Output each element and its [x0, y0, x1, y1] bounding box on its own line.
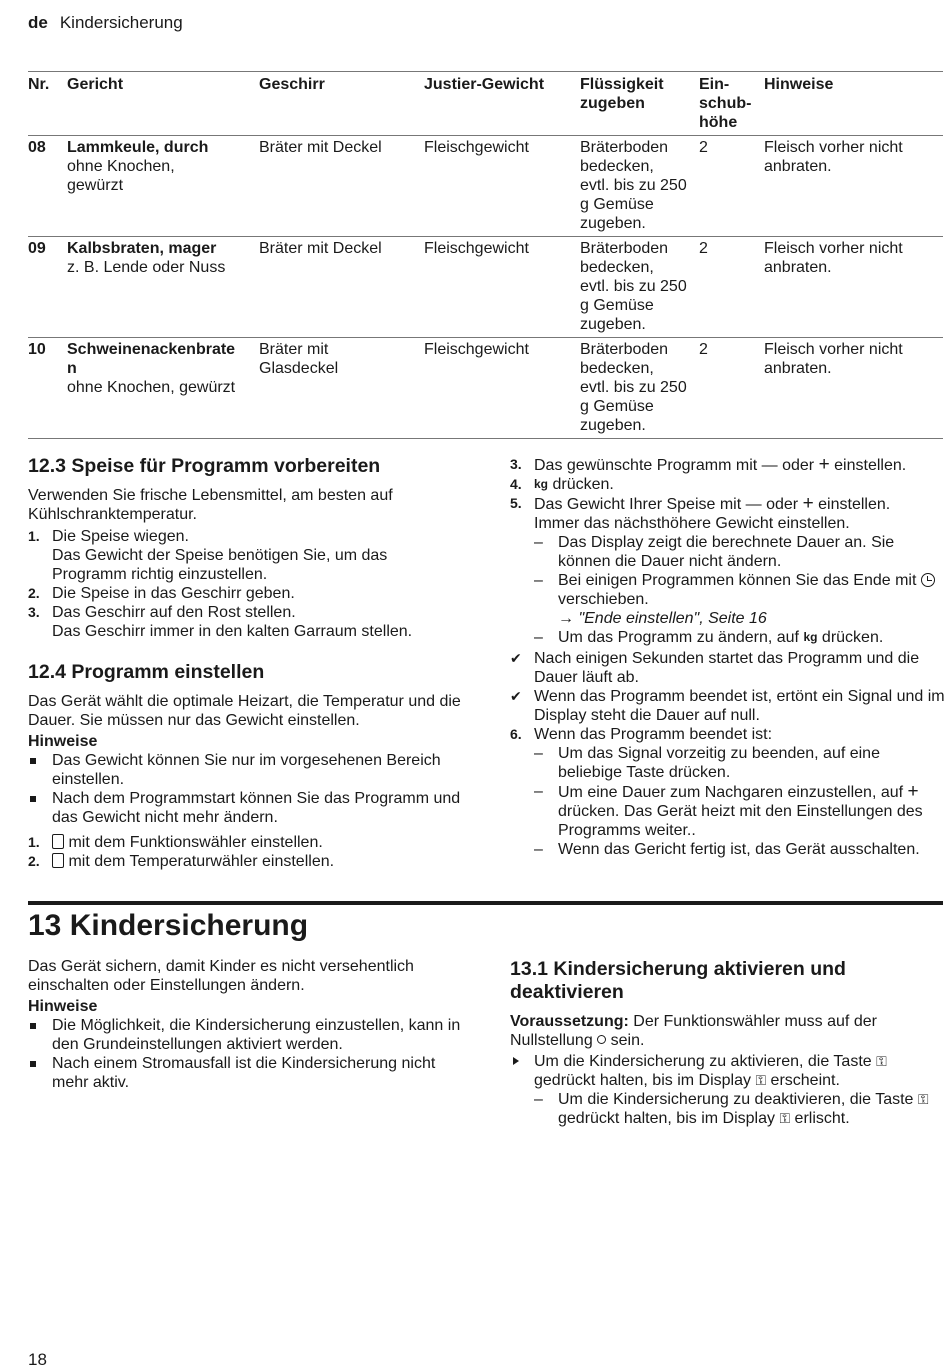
sub-text: Um das Programm zu ändern, auf [558, 629, 799, 646]
row-weight: Fleischgewicht [424, 341, 529, 358]
step-2 [28, 584, 463, 603]
row-dish-note: ohne Knochen, gewürzt [67, 379, 236, 396]
step-1 [28, 833, 463, 852]
step-text: Die Speise wiegen. [52, 528, 189, 545]
auto-program-icon [52, 853, 64, 868]
step-number: 6. [510, 726, 522, 742]
col-weight: Justier-Gewicht [424, 76, 545, 93]
sub-text: Das Display zeigt die berechnete Dauer an. Sie können die Dauer nicht ändern. [558, 534, 895, 570]
section-12-4 [28, 661, 463, 871]
note-text: Nach einem Stromausfall ist die Kindersicherung nicht mehr aktiv. [52, 1055, 436, 1091]
cross-reference-link[interactable]: → "Ende einstellen", Seite 16 [558, 610, 767, 627]
step-note: Das Gewicht der Speise benötigen Sie, um das Programm richtig einzustellen. [52, 547, 388, 583]
row-weight: Fleischgewicht [424, 240, 529, 257]
col-dish: Gericht [67, 76, 124, 93]
key-icon: ⚿ [917, 1091, 929, 1107]
checkmark-icon: ✔ [510, 688, 522, 704]
table-row [28, 237, 943, 338]
dash-marker: – [534, 841, 543, 858]
step-text: einstellen. [834, 457, 907, 474]
dash-marker: – [534, 783, 543, 800]
header-title: Kindersicherung [59, 13, 183, 32]
section-12-3 [28, 455, 463, 641]
dash-marker: – [534, 629, 543, 646]
dash-marker: – [534, 1091, 543, 1108]
plus-icon: + [802, 493, 814, 514]
notes-label: Hinweise [28, 733, 98, 750]
section-title: 13.1 Kindersicherung aktivieren und deaktivieren [510, 958, 846, 1003]
sub-text: Um eine Dauer zum Nachgaren einzustellen, auf [558, 784, 904, 801]
plus-icon: + [907, 781, 919, 802]
sub-text: gedrückt halten, bis im Display [558, 1110, 775, 1127]
step-text: oder [766, 496, 799, 513]
sub-text: Bei einigen Programmen können Sie das Ende mit [558, 572, 917, 589]
row-weight: Fleischgewicht [424, 139, 529, 156]
sub-text: erlischt. [794, 1110, 850, 1127]
prerequisite [510, 1012, 940, 1050]
row-dish-cell [67, 237, 259, 338]
row-dish-cell [67, 338, 259, 439]
row-dishware: Bräter mit Glasdeckel [259, 341, 339, 377]
program-table [28, 71, 943, 439]
sub-text: drücken. [821, 629, 884, 646]
section-intro: Das Gerät wählt die optimale Heizart, die Temperatur und die Dauer. Sie müssen nur das Gewicht einstellen. [28, 693, 461, 729]
row-level: 2 [699, 341, 708, 358]
action-item [510, 1052, 940, 1128]
step-1 [28, 527, 463, 584]
minus-icon: — [761, 457, 778, 474]
table-row [28, 338, 943, 439]
language-code: de [28, 13, 48, 32]
chapter-divider [28, 901, 943, 905]
row-level: 2 [699, 139, 708, 156]
auto-program-icon [52, 834, 64, 849]
row-dish: Schweinenackenbraten [67, 341, 236, 377]
page-number: 18 [28, 1350, 47, 1369]
col-dishware: Geschirr [259, 76, 325, 93]
checkmark-icon: ✔ [510, 650, 522, 666]
prerequisite-text: sein. [610, 1032, 645, 1049]
col-nr: Nr. [28, 76, 50, 93]
key-icon: ⚿ [755, 1072, 767, 1088]
plus-icon: + [818, 454, 830, 475]
key-icon: ⚿ [779, 1110, 791, 1126]
step-3 [510, 455, 945, 475]
step-note: Immer das nächsthöhere Gewicht einstellen. [534, 515, 850, 532]
sub-item [534, 840, 945, 859]
prerequisite-label: Voraussetzung: [510, 1013, 629, 1030]
minus-icon: — [745, 496, 762, 513]
chapter-title: 13 Kindersicherung [28, 909, 309, 942]
row-notes: Fleisch vorher nicht anbraten. [764, 240, 903, 276]
sub-text: Wenn das Gericht fertig ist, das Gerät ausschalten. [558, 841, 920, 858]
step-2 [28, 852, 463, 871]
section-title: 12.3 Speise für Programm vorbereiten [28, 455, 381, 477]
section-intro: Das Gerät sichern, damit Kinder es nicht versehentlich einschalten oder Einstellungen ändern. [28, 958, 414, 994]
action-text: Um die Kindersicherung zu aktivieren, die Taste [534, 1053, 872, 1070]
note-text: Nach dem Programmstart können Sie das Programm und das Gewicht nicht mehr ändern. [52, 790, 461, 826]
row-notes: Fleisch vorher nicht anbraten. [764, 139, 903, 175]
note-item [28, 1016, 463, 1054]
row-dish: Lammkeule, durch [67, 139, 209, 156]
row-dishware: Bräter mit Deckel [259, 139, 382, 156]
step-text: Wenn das Programm beendet ist: [534, 726, 773, 743]
notes-label: Hinweise [28, 998, 98, 1015]
row-dish: Kalbsbraten, mager [67, 240, 217, 257]
step-text: mit dem Funktionswähler einstellen. [68, 834, 323, 851]
row-nr: 10 [28, 341, 46, 358]
section-intro: Verwenden Sie frische Lebensmittel, am besten auf Kühlschranktemperatur. [28, 487, 393, 523]
step-text: Das gewünschte Programm mit [534, 457, 758, 474]
running-header [28, 13, 183, 32]
step-text: Das Gewicht Ihrer Speise mit [534, 496, 742, 513]
row-liquid: Bräterboden bedecken, evtl. bis zu 250 g Gemüse zugeben. [580, 240, 687, 333]
row-dish-note: z. B. Lende oder Nuss [67, 259, 226, 276]
step-number: 5. [510, 495, 522, 511]
note-item [28, 789, 463, 827]
triangle-bullet-icon [513, 1057, 519, 1065]
col-level: Ein-schub-höhe [699, 76, 752, 131]
sub-text: Um das Signal vorzeitig zu beenden, auf eine beliebige Taste drücken. [558, 745, 880, 781]
sub-item [534, 628, 945, 647]
row-notes: Fleisch vorher nicht anbraten. [764, 341, 903, 377]
sub-item [534, 782, 945, 840]
row-nr: 09 [28, 240, 46, 257]
step-text: mit dem Temperaturwähler einstellen. [68, 853, 335, 870]
prerequisite-text: Der Funktionswähler muss auf der Nullstellung [510, 1013, 877, 1049]
dash-marker: – [534, 572, 543, 589]
note-item [28, 1054, 463, 1092]
step-4 [510, 475, 945, 494]
row-liquid: Bräterboden bedecken, evtl. bis zu 250 g Gemüse zugeben. [580, 341, 687, 434]
sub-text: Um die Kindersicherung zu deaktivieren, die Taste [558, 1091, 914, 1108]
result-item [510, 687, 945, 725]
sub-item [534, 1090, 940, 1128]
table-row [28, 136, 943, 237]
row-liquid: Bräterboden bedecken, evtl. bis zu 250 g Gemüse zugeben. [580, 139, 687, 232]
action-text: erscheint. [770, 1072, 840, 1089]
step-number: 2. [28, 585, 40, 601]
key-icon: ⚿ [876, 1053, 887, 1069]
row-level: 2 [699, 240, 708, 257]
bullet-square-icon [30, 1061, 36, 1067]
step-5 [510, 494, 945, 647]
row-dish-cell [67, 136, 259, 237]
zero-position-icon [597, 1035, 606, 1044]
dash-marker: – [534, 745, 543, 762]
sub-item [534, 571, 945, 628]
result-item [510, 649, 945, 687]
step-text: einstellen. [818, 496, 891, 513]
result-text: Nach einigen Sekunden startet das Programm und die Dauer läuft ab. [534, 650, 920, 686]
step-number: 3. [510, 456, 522, 472]
dash-marker: – [534, 534, 543, 551]
note-item [28, 751, 463, 789]
bullet-square-icon [30, 758, 36, 764]
col-notes: Hinweise [764, 76, 834, 93]
step-number: 3. [28, 604, 40, 620]
step-number: 4. [510, 476, 522, 492]
step-text: Das Geschirr auf den Rost stellen. [52, 604, 296, 621]
sub-item [534, 744, 945, 782]
note-text: Die Möglichkeit, die Kindersicherung einzustellen, kann in den Grundeinstellungen aktiviert werden. [52, 1017, 461, 1053]
step-6 [510, 725, 945, 859]
col-liquid: Flüssigkeit zugeben [580, 76, 664, 112]
sub-text: verschieben. [558, 591, 649, 608]
step-text: drücken. [552, 476, 614, 493]
section-13-1 [510, 958, 940, 1128]
step-number: 1. [28, 834, 40, 850]
action-text: gedrückt halten, bis im Display [534, 1072, 751, 1089]
step-number: 2. [28, 853, 40, 869]
section-13 [28, 957, 463, 1092]
step-text: Die Speise in das Geschirr geben. [52, 585, 295, 602]
row-dish-note: ohne Knochen, gewürzt [67, 158, 175, 194]
bullet-square-icon [30, 1023, 36, 1029]
table-header-row [28, 72, 943, 136]
result-text: Wenn das Programm beendet ist, ertönt ein Signal und im Display steht die Dauer auf null. [534, 688, 945, 724]
step-note: Das Geschirr immer in den kalten Garraum stellen. [52, 623, 413, 640]
kg-key-icon: kg [534, 477, 549, 491]
kg-key-icon: kg [803, 630, 818, 644]
row-nr: 08 [28, 139, 46, 156]
row-dishware: Bräter mit Deckel [259, 240, 382, 257]
step-number: 1. [28, 528, 40, 544]
step-3 [28, 603, 463, 641]
section-12-4-continued [510, 455, 945, 859]
step-text: oder [782, 457, 815, 474]
bullet-square-icon [30, 796, 36, 802]
note-text: Das Gewicht können Sie nur im vorgesehenen Bereich einstellen. [52, 752, 441, 788]
clock-icon [921, 573, 935, 587]
sub-text: drücken. Das Gerät heizt mit den Einstellungen des Programms weiter.. [558, 803, 923, 839]
section-title: 12.4 Programm einstellen [28, 661, 265, 683]
sub-item [534, 533, 945, 571]
